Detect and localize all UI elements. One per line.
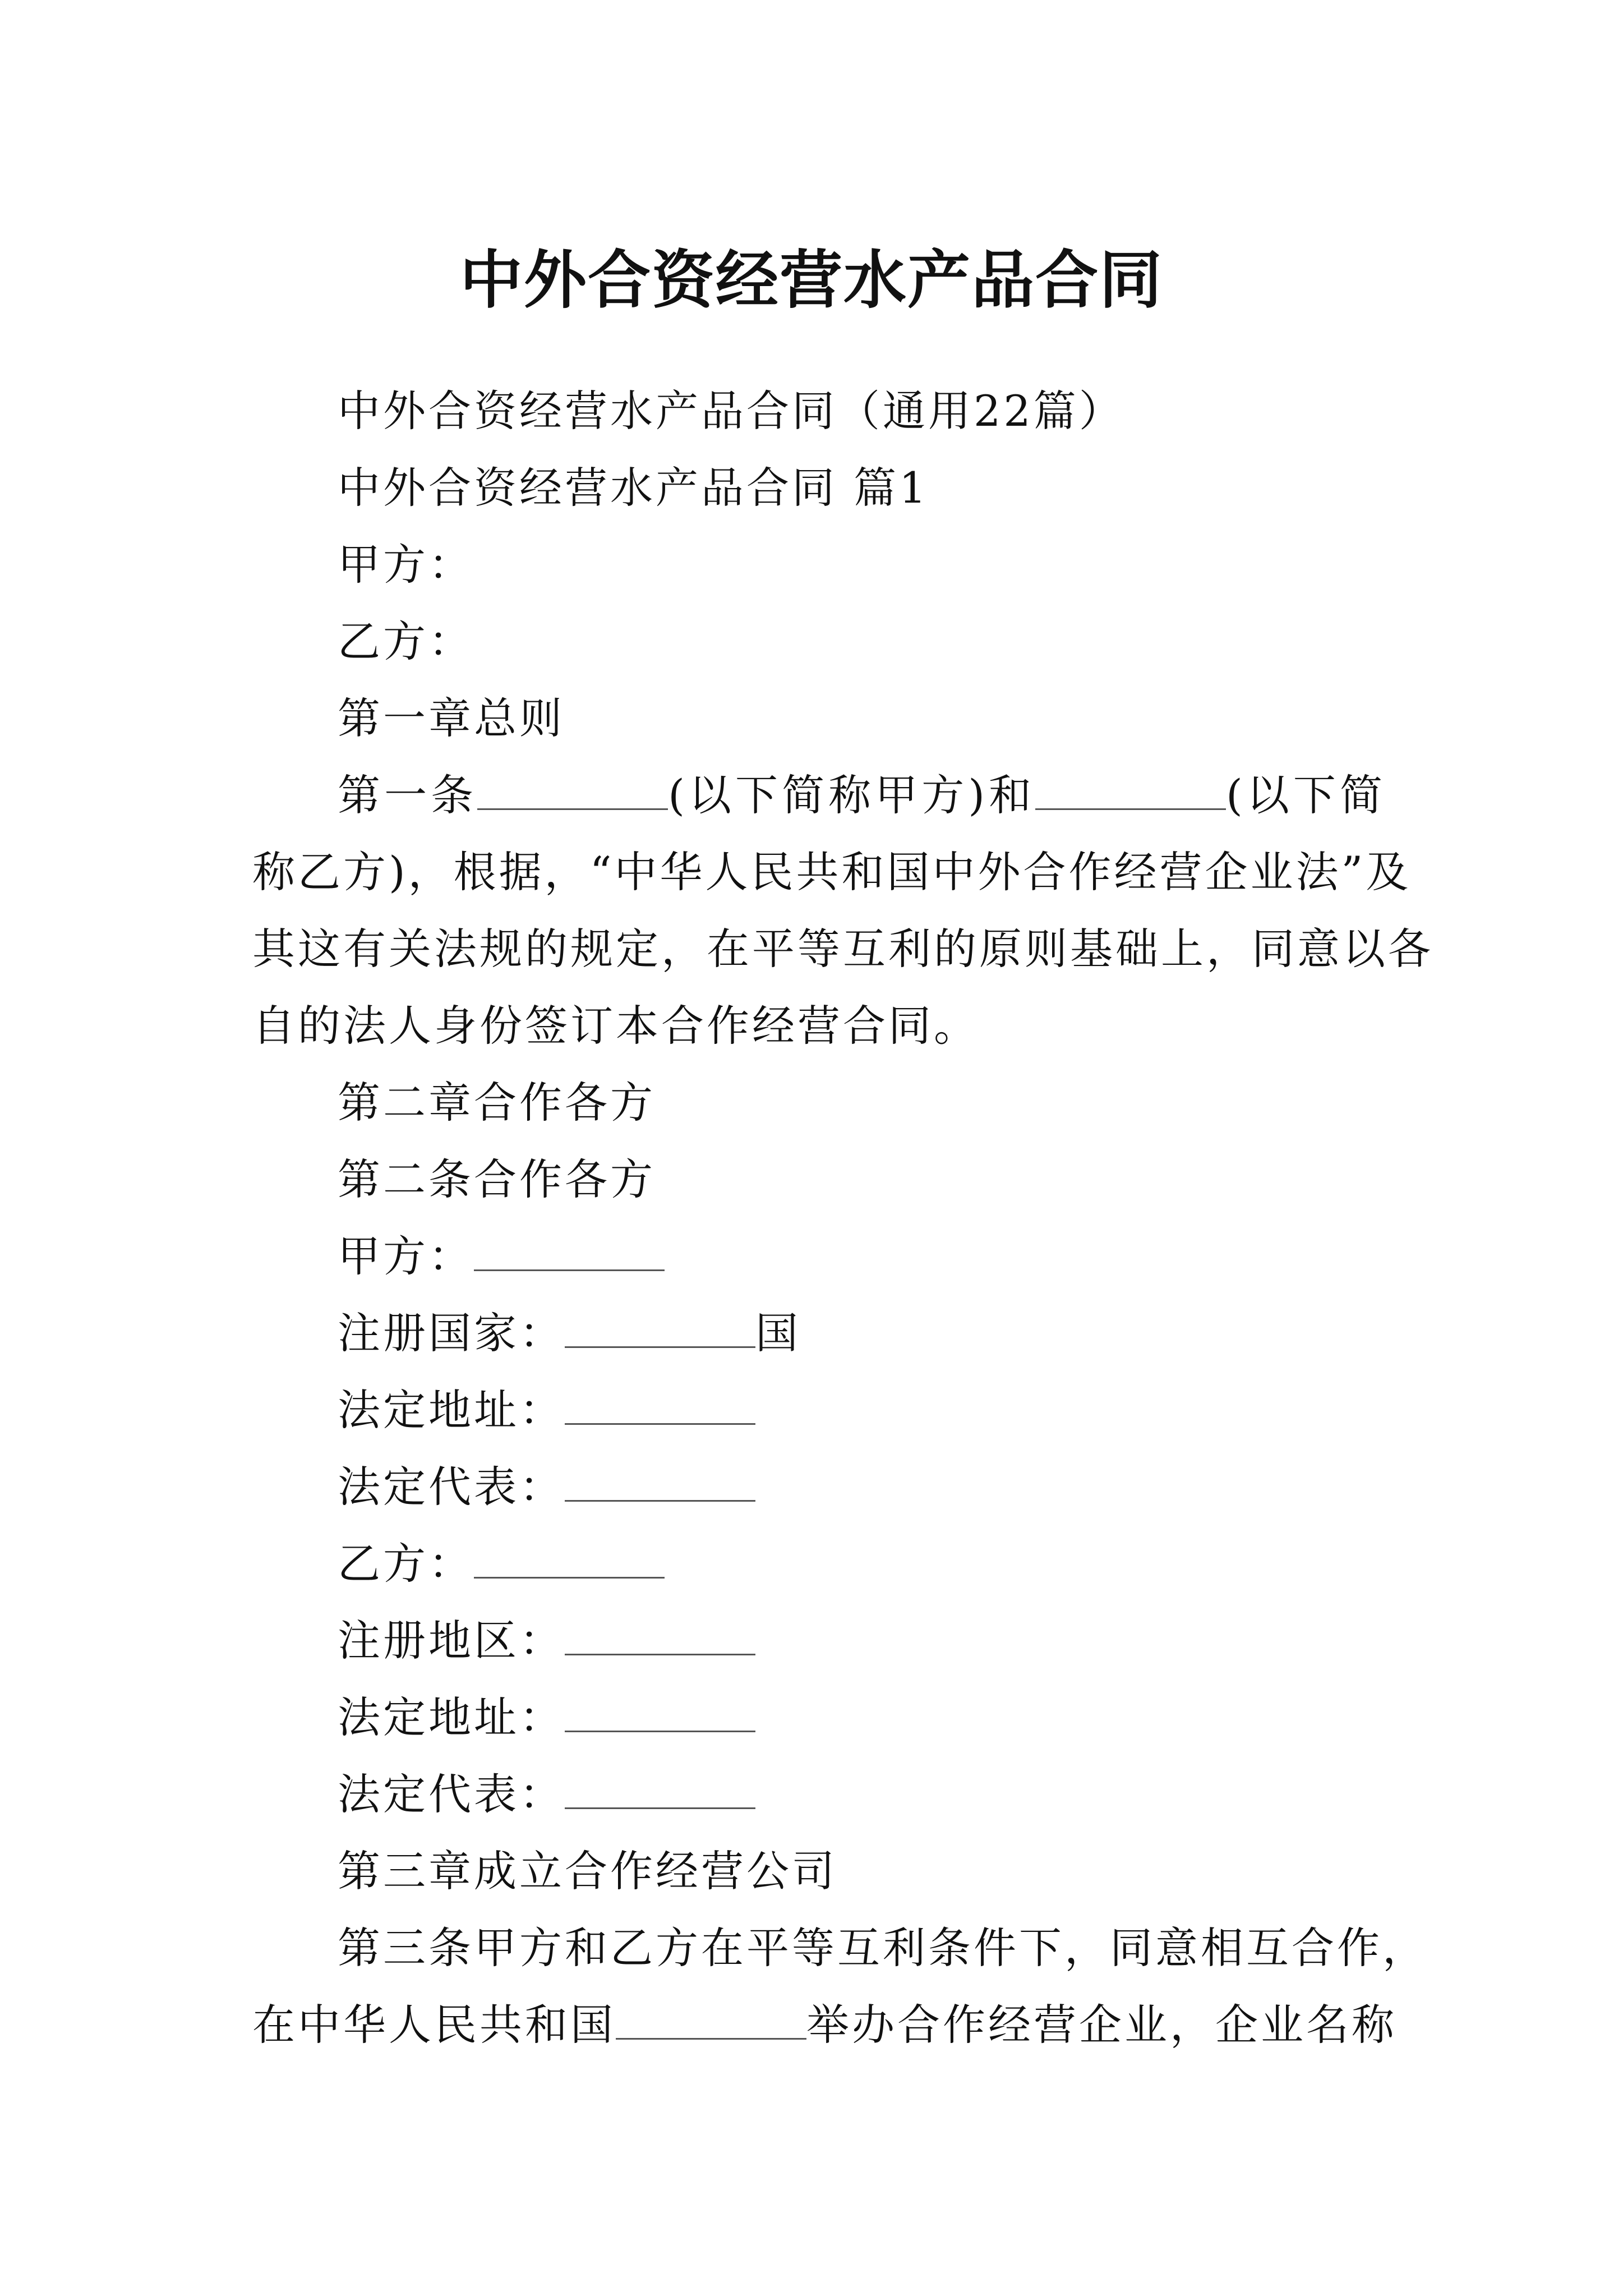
article-1-line-2: 称乙方)，根据，“中华人民共和国中外合作经营企业法”及 <box>252 847 1412 897</box>
document-body <box>252 372 1433 2063</box>
blank-line <box>565 1620 755 1655</box>
article-3-line-1: 第三条甲方和乙方在平等互利条件下，同意相互合作， <box>338 1923 1428 1973</box>
blank-line <box>565 1313 755 1348</box>
form-field-legal-address: 法定地址： <box>252 1372 1385 1448</box>
blank-line <box>474 1543 665 1579</box>
chapter-heading: 第一章总则 <box>338 693 565 743</box>
form-field-legal-representative: 法定代表： <box>252 1756 1385 1833</box>
blank-line <box>565 1466 755 1502</box>
blank-line <box>565 1389 755 1425</box>
blank-line <box>616 2004 806 2040</box>
form-field-party-a: 甲方： <box>252 1218 1385 1295</box>
form-field-registration-region: 注册地区： <box>252 1602 1385 1679</box>
chapter-heading: 第三章成立合作经营公司 <box>338 1846 837 1896</box>
form-field-registration-country: 注册国家： 国 <box>338 1308 801 1358</box>
form-field-legal-representative: 法定代表： <box>252 1448 1385 1525</box>
form-field-legal-address: 法定地址： <box>252 1679 1385 1756</box>
article-1-line-4: 自的法人身份签订本合作经营合同。 <box>252 1001 979 1051</box>
article-1-line-1: 第一条 (以下简称甲方)和 (以下简 <box>338 770 1385 820</box>
blank-line <box>565 1697 755 1732</box>
form-field-party-b: 乙方： <box>252 1525 1385 1602</box>
article-1-line-3: 其这有关法规的规定，在平等互利的原则基础上，同意以各 <box>252 924 1433 974</box>
article-heading: 第二条合作各方 <box>338 1154 656 1204</box>
article-3-line-2: 在中华人民共和国 举办合作经营企业，企业名称 <box>252 2000 1397 2050</box>
blank-line <box>477 775 668 810</box>
section-heading: 中外合资经营水产品合同 篇1 <box>338 463 929 513</box>
blank-line <box>1035 775 1226 810</box>
subtitle-line: 中外合资经营水产品合同（通用22篇） <box>338 386 1124 436</box>
blank-line <box>474 1236 665 1271</box>
document-title: 中外合资经营水产品合同 <box>460 243 1163 318</box>
party-b-line: 乙方： <box>338 616 474 666</box>
chapter-heading: 第二章合作各方 <box>338 1078 656 1128</box>
party-a-line: 甲方： <box>338 540 474 590</box>
blank-line <box>565 1774 755 1809</box>
